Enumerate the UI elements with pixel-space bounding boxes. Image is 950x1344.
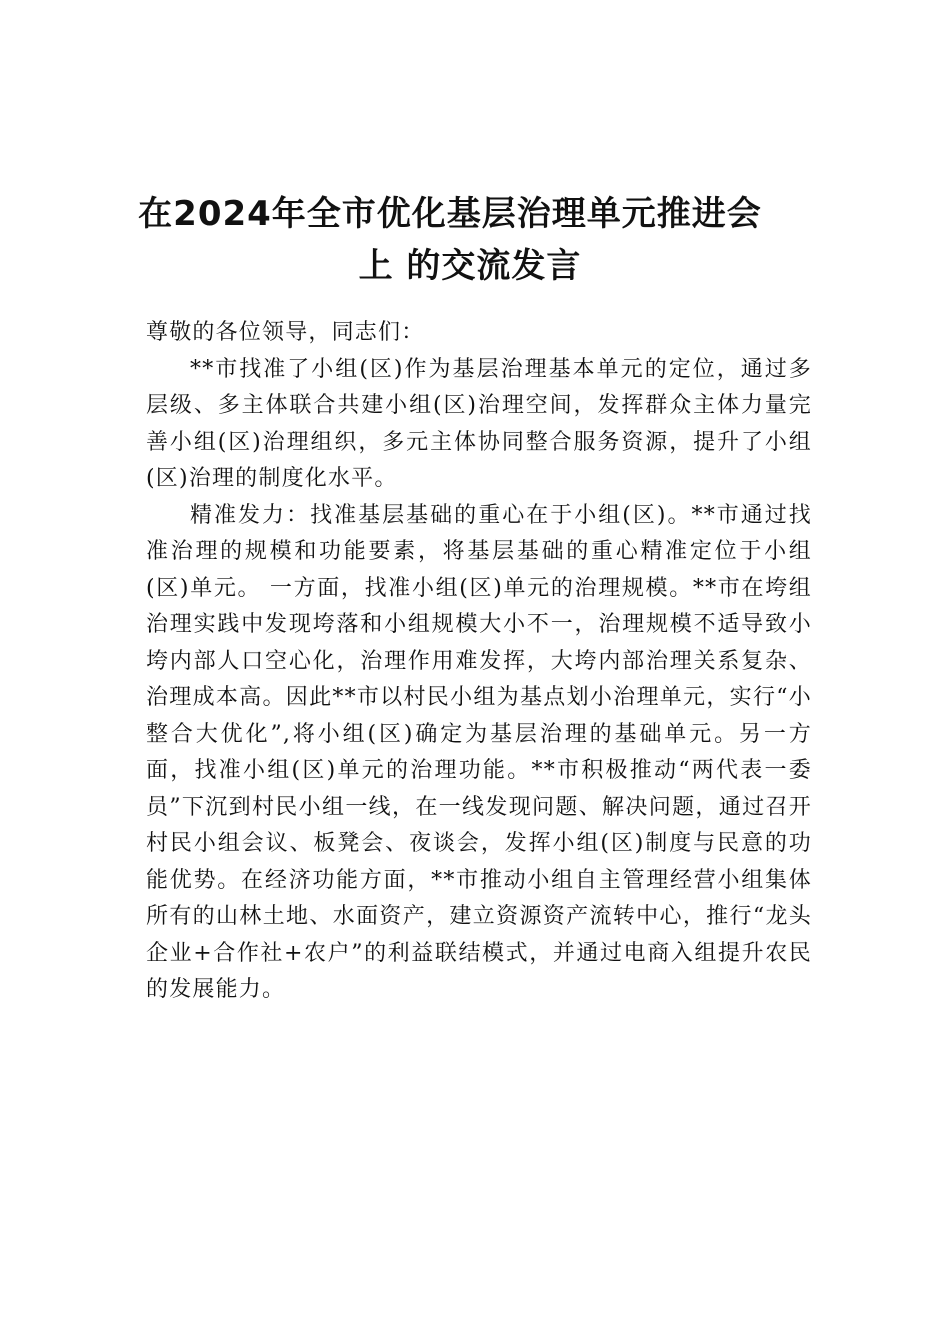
document-body bbox=[146, 315, 812, 1009]
salutation: 尊敬的各位领导，同志们： bbox=[146, 320, 425, 345]
paragraph-1: **市找准了小组(区)作为基层治理基本单元的定位，通过多层级、多主体联合共建小组(区)治理空间，发挥群众主体力量完善小组(区)治理组织，多元主体协同整合服务资源，提升了小组(区)治理的制度化水平。 bbox=[146, 356, 812, 491]
document-title bbox=[120, 188, 820, 292]
title-line-1: 在2024年全市优化基层治理单元推进会 bbox=[138, 193, 762, 234]
title-line-2: 上 的交流发言 bbox=[358, 245, 582, 286]
paragraph-2: 精准发力：找准基层基础的重心在于小组(区)。**市通过找准治理的规模和功能要素，将基层基础的重心精准定位于小组(区)单元。 一方面，找准小组(区)单元的治理规模。**市在垮组治理实践中发现垮落和小组规模大小不一，治理规模不适导致小垮内部人口空心化，治理作用难发挥，大垮内部治理关系复杂、治理成本高。因此**市以村民小组为基点划小治理单元，实行“小整合大优化”,将小组(区)确定为基层治理的基础单元。另一方面，找准小组(区)单元的治理功能。**市积极推动“两代表一委员”下沉到村民小组一线，在一线发现问题、解决问题，通过召开村民小组会议、板凳会、夜谈会，发挥小组(区)制度与民意的功能优势。在经济功能方面，**市推动小组自主管理经营小组集体所有的山林土地、水面资产，建立资源资产流转中心，推行“龙头企业+合作社+农户”的利益联结模式，并通过电商入组提升农民的发展能力。 bbox=[146, 502, 812, 1002]
